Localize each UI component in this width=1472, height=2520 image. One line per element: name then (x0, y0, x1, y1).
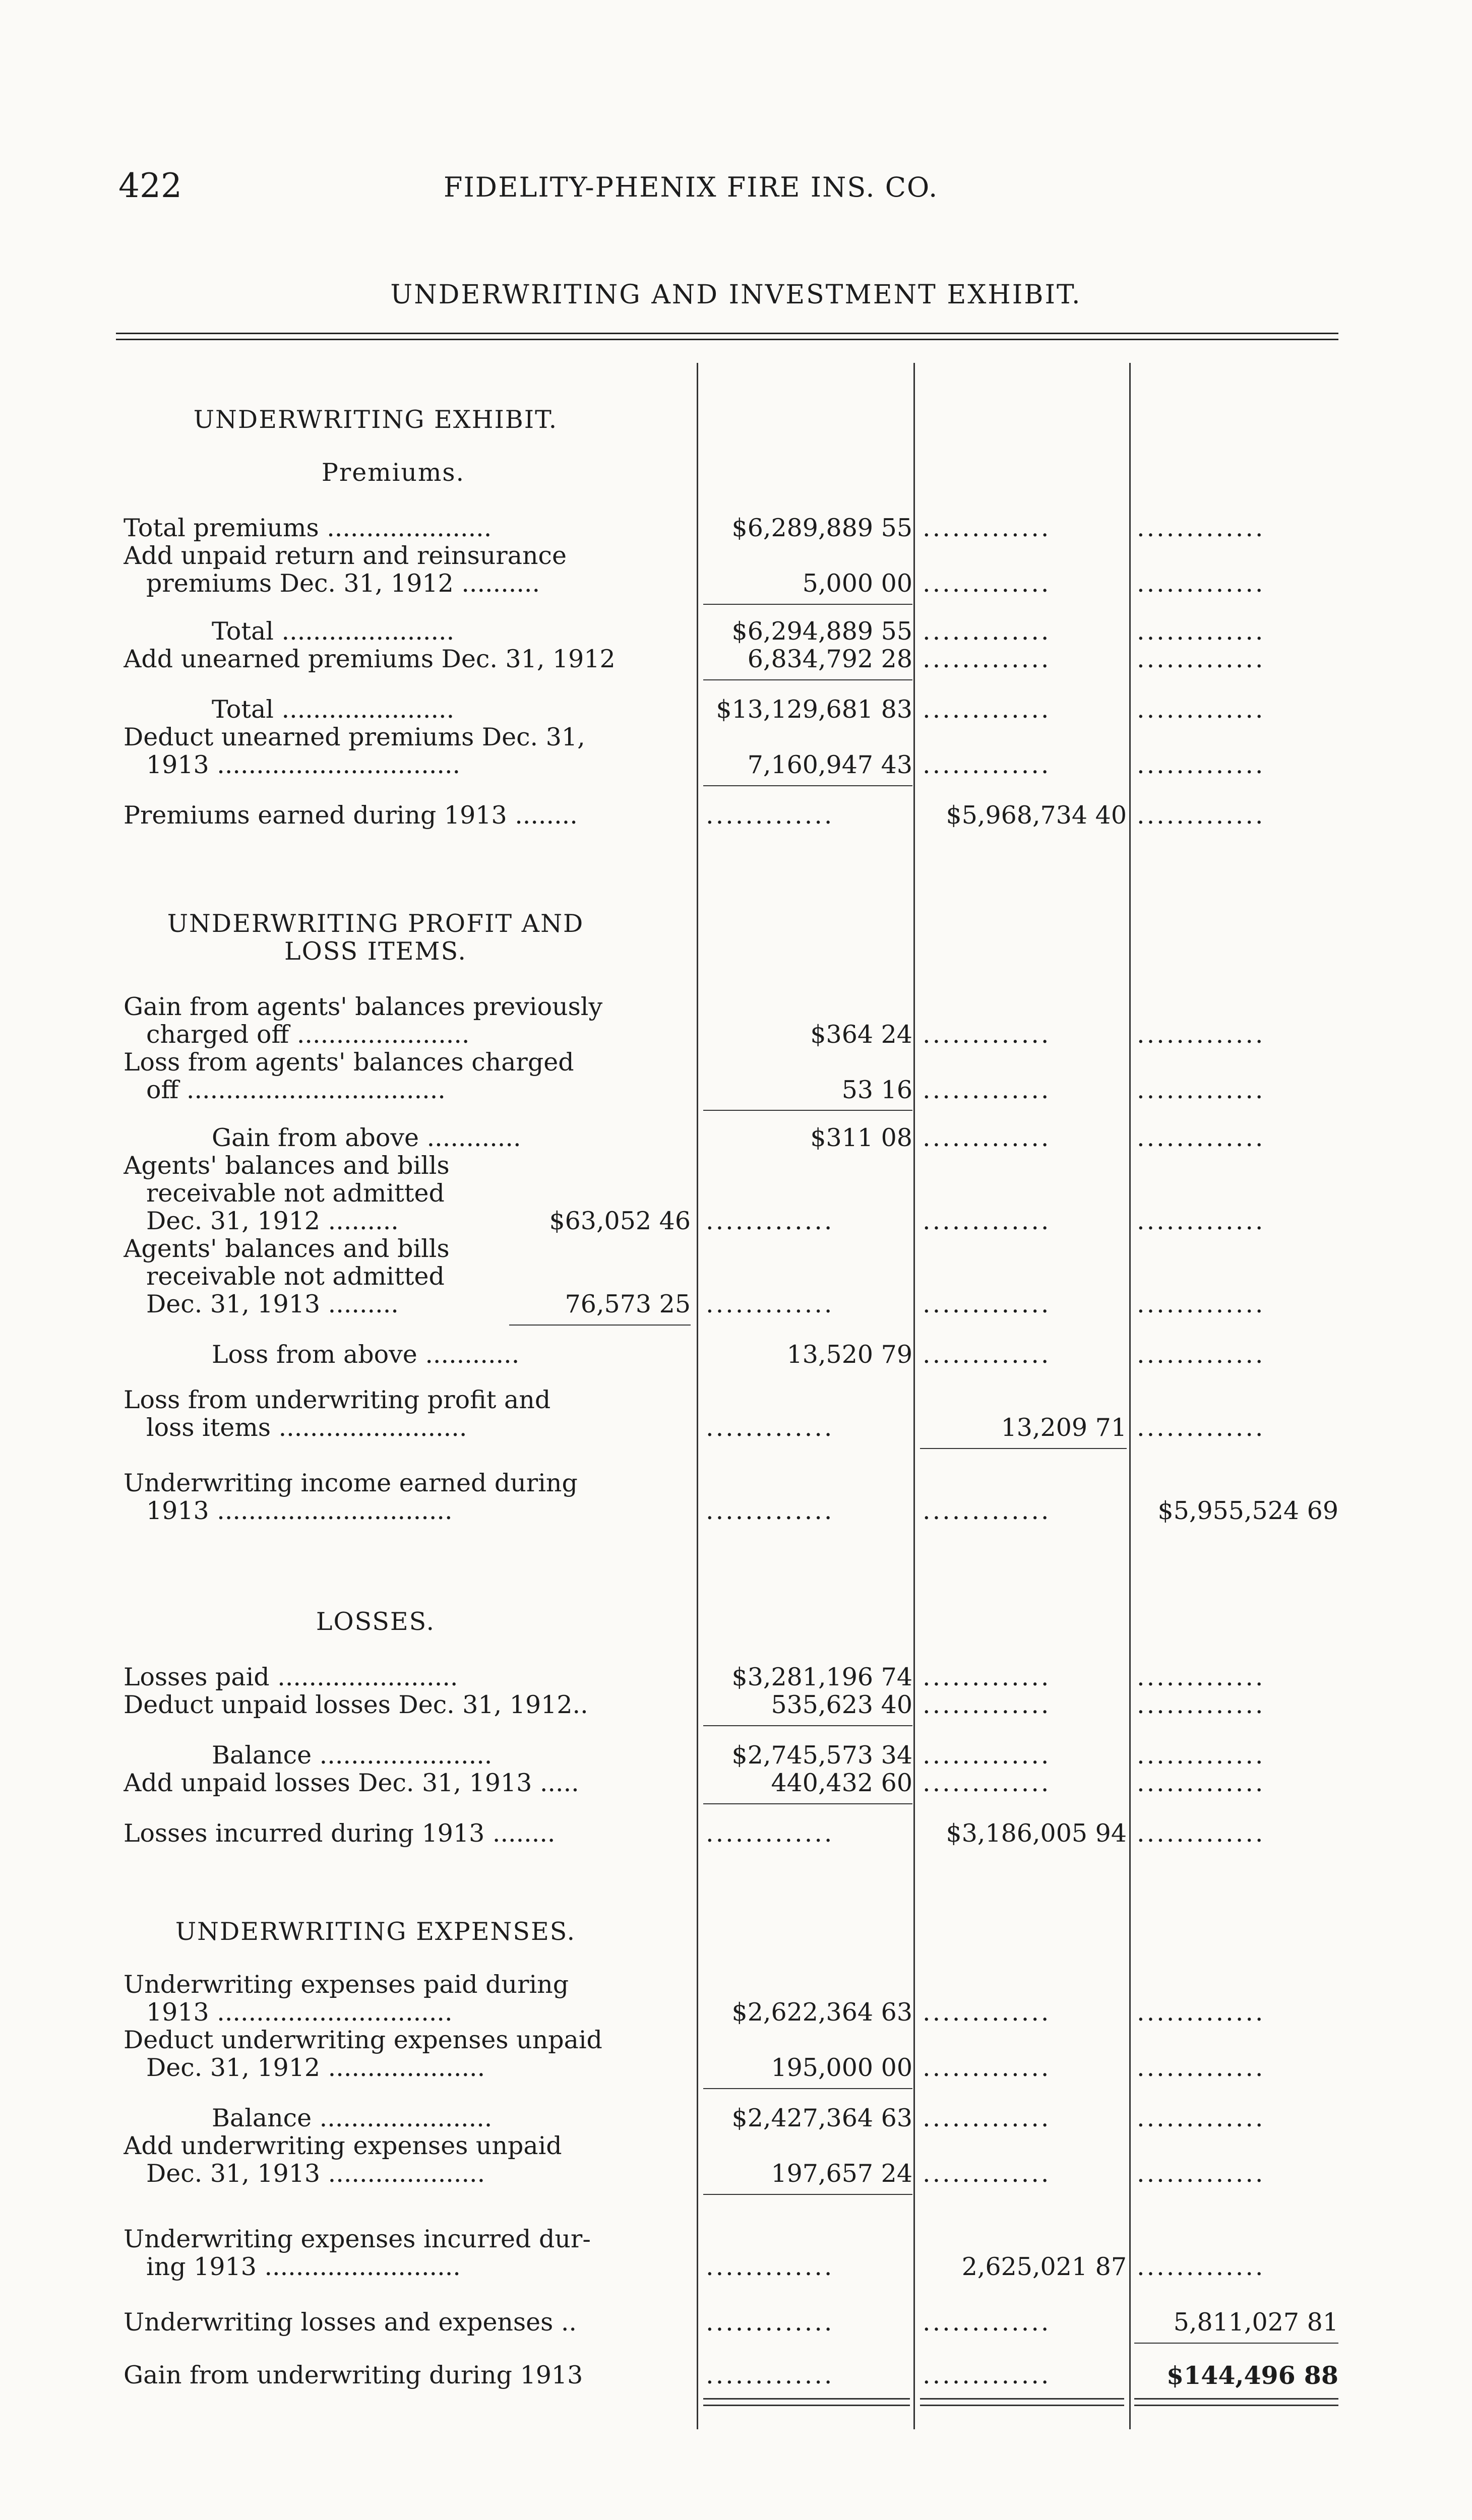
leader-dots: ............. (923, 1741, 1051, 1770)
section-heading-profit-loss-2: LOSS ITEMS. (284, 937, 467, 966)
row-label: Gain from underwriting during 1913 (124, 2361, 583, 2389)
leader-dots: ............. (1137, 1691, 1265, 1719)
leader-dots: ............. (1137, 1741, 1265, 1770)
section-heading-losses: LOSSES. (316, 1607, 436, 1636)
amount-cell: $2,745,573 34 (731, 1741, 912, 1770)
leader-dots: ............. (923, 2104, 1051, 2132)
leader-dots: ............. (1137, 1819, 1265, 1848)
leader-dots: ............. (1137, 1207, 1265, 1235)
sum-line (703, 785, 912, 786)
row-label: Loss from agents' balances charged (124, 1048, 574, 1077)
leader-dots: ............. (1137, 1998, 1265, 2027)
row-label: premiums Dec. 31, 1912 .......... (146, 570, 540, 598)
amount-cell: $5,955,524 69 (1157, 1496, 1338, 1525)
section-heading-expenses: UNDERWRITING EXPENSES. (175, 1917, 576, 1946)
leader-dots: ............. (1137, 1663, 1265, 1691)
amount-cell: 2,625,021 87 (961, 2252, 1127, 2281)
leader-dots: ............. (923, 1998, 1051, 2027)
row-label: off ................................. (146, 1076, 446, 1104)
page-number: 422 (118, 166, 182, 205)
exhibit-title: UNDERWRITING AND INVESTMENT EXHIBIT. (390, 280, 1082, 310)
leader-dots: ............. (706, 2253, 834, 2281)
row-label: 1913 .............................. (146, 1497, 453, 1525)
amount-cell: 197,657 24 (771, 2159, 912, 2188)
column-divider (913, 363, 915, 2429)
amount-cell: $3,186,005 94 (946, 1819, 1127, 1848)
amount-cell-total: $144,496 88 (1167, 2361, 1338, 2390)
leader-dots: ............. (923, 617, 1051, 646)
leader-dots: ............. (1137, 1021, 1265, 1049)
leader-dots: ............. (923, 1124, 1051, 1152)
amount-cell: $2,622,364 63 (731, 1998, 912, 2027)
leader-dots: ............. (1137, 2160, 1265, 2188)
top-rule-2 (116, 339, 1338, 340)
row-label: Balance ...................... (212, 1741, 493, 1770)
row-label: Agents' balances and bills (124, 1235, 450, 1263)
row-label: Underwriting income earned during (124, 1469, 578, 1497)
leader-dots: ............. (923, 1021, 1051, 1049)
row-label: Add unpaid losses Dec. 31, 1913 ..... (124, 1769, 579, 1797)
row-label: Loss from above ............ (212, 1341, 520, 1369)
subheading-premiums: Premiums. (321, 458, 465, 487)
row-label: Underwriting expenses paid during (124, 1971, 569, 1999)
leader-dots: ............. (1137, 696, 1265, 724)
row-label: Deduct unpaid losses Dec. 31, 1912.. (124, 1691, 588, 1719)
row-label: Gain from agents' balances previously (124, 993, 603, 1021)
amount-cell: $6,294,889 55 (731, 617, 912, 646)
leader-dots: ............. (1137, 514, 1265, 542)
row-label: Add unpaid return and reinsurance (124, 542, 567, 570)
leader-dots: ............. (706, 1290, 834, 1318)
leader-dots: ............. (923, 1076, 1051, 1104)
row-label: Dec. 31, 1913 ......... (146, 1290, 399, 1318)
sum-line (703, 2088, 912, 2089)
amount-cell: 440,432 60 (771, 1769, 912, 1797)
leader-dots: ............. (1137, 617, 1265, 646)
sum-line (703, 2194, 912, 2195)
amount-cell: $364 24 (810, 1020, 912, 1049)
row-label: ing 1913 ......................... (146, 2253, 461, 2281)
amount-cell: $63,052 46 (549, 1207, 691, 1235)
leader-dots: ............. (923, 1769, 1051, 1797)
amount-cell: $13,129,681 83 (716, 695, 912, 724)
amount-cell: $6,289,889 55 (731, 514, 912, 542)
leader-dots: ............. (1137, 2104, 1265, 2132)
amount-cell: 7,160,947 43 (747, 750, 912, 779)
leader-dots: ............. (923, 1207, 1051, 1235)
leader-dots: ............. (923, 1663, 1051, 1691)
amount-cell: $2,427,364 63 (731, 2104, 912, 2132)
section-heading-profit-loss: UNDERWRITING PROFIT AND (167, 909, 584, 938)
leader-dots: ............. (923, 1290, 1051, 1318)
leader-dots: ............. (923, 2361, 1051, 2389)
amount-cell: 76,573 25 (565, 1290, 691, 1318)
double-rule (1134, 2398, 1338, 2406)
leader-dots: ............. (923, 2160, 1051, 2188)
leader-dots: ............. (923, 1497, 1051, 1525)
row-label: receivable not admitted (146, 1179, 445, 1208)
amount-cell: 13,209 71 (1001, 1413, 1127, 1442)
leader-dots: ............. (706, 1497, 834, 1525)
leader-dots: ............. (923, 1691, 1051, 1719)
sum-line (1134, 2343, 1338, 2344)
leader-dots: ............. (706, 1819, 834, 1848)
running-title: FIDELITY-PHENIX FIRE INS. CO. (444, 171, 939, 203)
sum-line (703, 604, 912, 605)
row-label: Losses incurred during 1913 ........ (124, 1819, 556, 1848)
leader-dots: ............. (706, 801, 834, 830)
row-label: Total ...................... (212, 696, 455, 724)
amount-cell: $5,968,734 40 (946, 801, 1127, 830)
sum-line (920, 1448, 1127, 1449)
row-label: Total ...................... (212, 617, 455, 646)
amount-cell: 195,000 00 (771, 2053, 912, 2082)
double-rule (703, 2398, 910, 2406)
leader-dots: ............. (923, 514, 1051, 542)
leader-dots: ............. (1137, 1076, 1265, 1104)
row-label: Deduct unearned premiums Dec. 31, (124, 723, 585, 751)
leader-dots: ............. (923, 645, 1051, 673)
row-label: charged off ...................... (146, 1021, 470, 1049)
row-label: Dec. 31, 1912 .................... (146, 2054, 485, 2082)
leader-dots: ............. (706, 2308, 834, 2337)
amount-cell: 535,623 40 (771, 1690, 912, 1719)
amount-cell: 5,000 00 (802, 569, 912, 598)
amount-cell: 53 16 (841, 1076, 912, 1104)
sum-line (703, 1725, 912, 1726)
leader-dots: ............. (1137, 570, 1265, 598)
sum-line (703, 1110, 912, 1111)
row-label: Deduct underwriting expenses unpaid (124, 2026, 602, 2054)
leader-dots: ............. (1137, 1769, 1265, 1797)
amount-cell: 5,811,027 81 (1173, 2308, 1338, 2337)
row-label: 1913 .............................. (146, 1998, 453, 2027)
leader-dots: ............. (923, 570, 1051, 598)
row-label: loss items ........................ (146, 1414, 467, 1442)
leader-dots: ............. (706, 2361, 834, 2389)
leader-dots: ............. (1137, 751, 1265, 779)
top-rule (116, 333, 1338, 334)
leader-dots: ............. (923, 2308, 1051, 2337)
leader-dots: ............. (1137, 801, 1265, 830)
leader-dots: ............. (706, 1207, 834, 1235)
amount-cell: 13,520 79 (786, 1340, 912, 1369)
leader-dots: ............. (923, 1341, 1051, 1369)
sum-line (703, 679, 912, 680)
leader-dots: ............. (1137, 2054, 1265, 2082)
amount-cell: $3,281,196 74 (731, 1663, 912, 1691)
row-label: Gain from above ............ (212, 1124, 521, 1152)
page-header (0, 166, 1472, 212)
leader-dots: ............. (1137, 1124, 1265, 1152)
row-label: Dec. 31, 1912 ......... (146, 1207, 399, 1235)
amount-cell: $311 08 (810, 1123, 912, 1152)
leader-dots: ............. (1137, 1341, 1265, 1369)
row-label: Loss from underwriting profit and (124, 1386, 551, 1414)
row-label: Dec. 31, 1913 .................... (146, 2160, 485, 2188)
row-label: Underwriting expenses incurred dur- (124, 2225, 591, 2253)
leader-dots: ............. (1137, 1414, 1265, 1442)
row-label: Losses paid ....................... (124, 1663, 458, 1691)
double-rule (920, 2398, 1124, 2406)
row-label: Agents' balances and bills (124, 1152, 450, 1180)
sum-line (703, 1803, 912, 1804)
leader-dots: ............. (1137, 1290, 1265, 1318)
row-label: Add underwriting expenses unpaid (124, 2132, 562, 2160)
sum-line (509, 1325, 691, 1326)
leader-dots: ............. (1137, 2253, 1265, 2281)
leader-dots: ............. (706, 1414, 834, 1442)
row-label: Balance ...................... (212, 2104, 493, 2132)
row-label: Premiums earned during 1913 ........ (124, 801, 578, 830)
row-label: Underwriting losses and expenses .. (124, 2308, 577, 2337)
exhibit-table (0, 363, 1472, 2429)
amount-cell: 6,834,792 28 (747, 645, 912, 673)
leader-dots: ............. (1137, 645, 1265, 673)
row-label: 1913 ............................... (146, 751, 461, 779)
column-divider (1129, 363, 1131, 2429)
leader-dots: ............. (923, 696, 1051, 724)
section-heading-underwriting-exhibit: UNDERWRITING EXHIBIT. (193, 405, 558, 434)
leader-dots: ............. (923, 751, 1051, 779)
row-label: Add unearned premiums Dec. 31, 1912 (124, 645, 616, 673)
row-label: receivable not admitted (146, 1263, 445, 1291)
row-label: Total premiums ..................... (124, 514, 492, 542)
leader-dots: ............. (923, 2054, 1051, 2082)
